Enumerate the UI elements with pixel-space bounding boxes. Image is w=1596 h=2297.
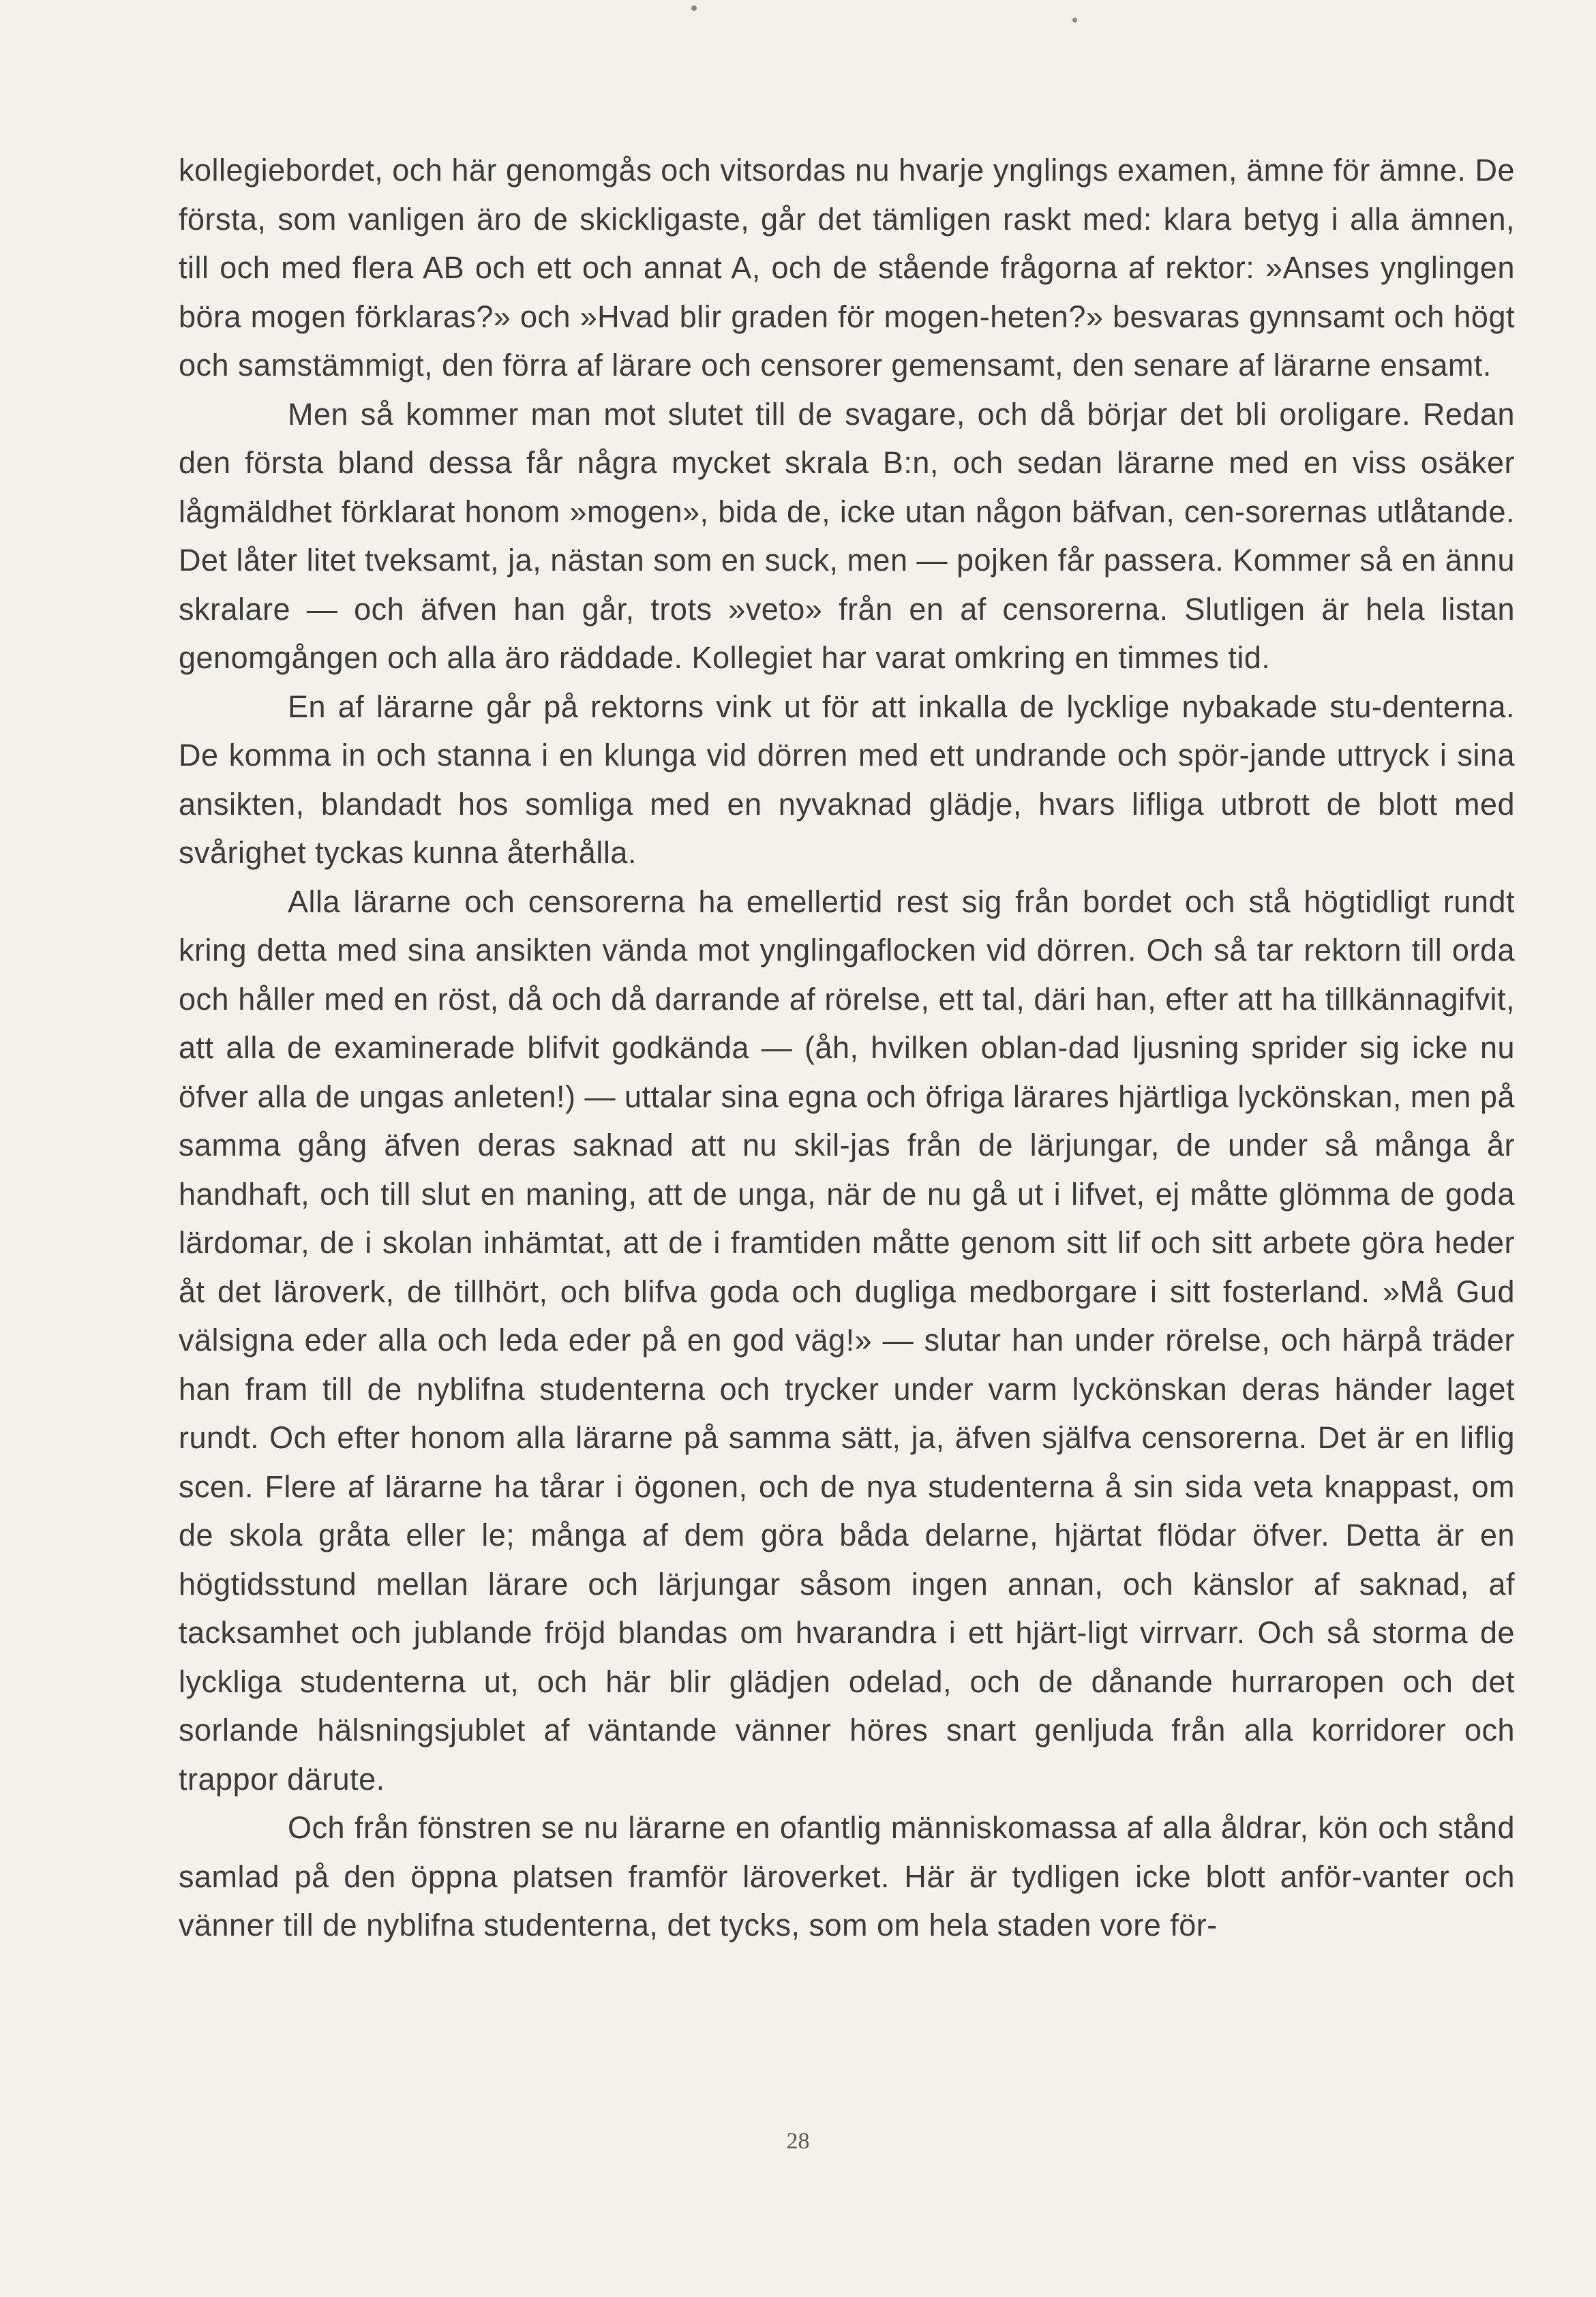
paper-speck bbox=[691, 5, 697, 11]
paragraph: En af lärarne går på rektorns vink ut för att inkalla de lycklige nybakade stu-denterna. De komma in och stanna i en klunga vid dörren med ett undrande och spör-jande uttryck i sina ansikten, blandadt hos somliga med en nyvaknad glädje, hvars lifliga utbrott de blott med svårighet tyckas kunna återhålla. bbox=[179, 689, 1515, 870]
paragraph: kollegiebordet, och här genomgås och vitsordas nu hvarje ynglings examen, ämne för ämne. De första, som vanligen äro de skickligaste, går det tämligen raskt med: klara betyg i alla ämnen, till och med flera AB och ett och annat A, och de stående frågorna af rektor: »Anses ynglingen böra mogen förklaras?» och »Hvad blir graden för mogen-heten?» besvaras gynnsamt och högt och samstämmigt, den förra af lärare och censorer gemensamt, den senare af lärarne ensamt. bbox=[179, 153, 1515, 382]
paragraph: Men så kommer man mot slutet till de svagare, och då börjar det bli oroligare. Redan den första bland dessa får några mycket skrala B:n, och sedan lärarne med en viss osäker lågmäldhet förklarat honom »mogen», bida de, icke utan någon bäfvan, cen-sorernas utlåtande. Det låter litet tveksamt, ja, nästan som en suck, men — pojken får passera. Kommer så en ännu skralare — och äfven han går, trots »veto» från en af censorerna. Slutligen är hela listan genomgången och alla äro räddade. Kollegiet har varat omkring en timmes tid. bbox=[179, 396, 1515, 675]
paper-speck bbox=[1072, 18, 1077, 22]
page-number: 28 bbox=[786, 2129, 810, 2154]
body-text bbox=[179, 146, 1515, 1950]
paragraph: Alla lärarne och censorerna ha emellertid rest sig från bordet och stå högtidligt rundt kring detta med sina ansikten vända mot ynglingaflocken vid dörren. Och så tar rektorn till orda och håller med en röst, då och då darrande af rörelse, ett tal, däri han, efter att ha tillkännagifvit, att alla de examinerade blifvit godkända — (åh, hvilken oblan-dad ljusning sprider sig icke nu öfver alla de ungas anleten!) — uttalar sina egna och öfriga lärares hjärtliga lyckönskan, men på samma gång äfven deras saknad att nu skil-jas från de lärjungar, de under så många år handhaft, och till slut en maning, att de unga, när de nu gå ut i lifvet, ej måtte glömma de goda lärdomar, de i skolan inhämtat, att de i framtiden måtte genom sitt lif och sitt arbete göra heder åt det läroverk, de tillhört, och blifva goda och dugliga medborgare i sitt fosterland. »Må Gud välsigna eder alla och leda eder på en god väg!» — slutar han under rörelse, och härpå träder han fram till de nyblifna studenterna och trycker under varm lyckönskan deras händer laget rundt. Och efter honom alla lärarne på samma sätt, ja, äfven själfva censorerna. Det är en liflig scen. Flere af lärarne ha tårar i ögonen, och de nya studenterna å sin sida veta knappast, om de skola gråta eller le; många af dem göra båda delarne, hjärtat flödar öfver. Detta är en högtidsstund mellan lärare och lärjungar såsom ingen annan, och känslor af saknad, af tacksamhet och jublande fröjd blandas om hvarandra i ett hjärt-ligt virrvarr. Och så storma de lyckliga studenterna ut, och här blir glädjen odelad, och de dånande hurraropen och det sorlande hälsningsjublet af väntande vänner höres snart genljuda från alla korridorer och trappor därute. bbox=[179, 884, 1515, 1797]
paragraph: Och från fönstren se nu lärarne en ofantlig människomassa af alla åldrar, kön och stånd samlad på den öppna platsen framför läroverket. Här är tydligen icke blott anför-vanter och vänner till de nyblifna studenterna, det tycks, som om hela staden vore för- bbox=[179, 1810, 1515, 1942]
